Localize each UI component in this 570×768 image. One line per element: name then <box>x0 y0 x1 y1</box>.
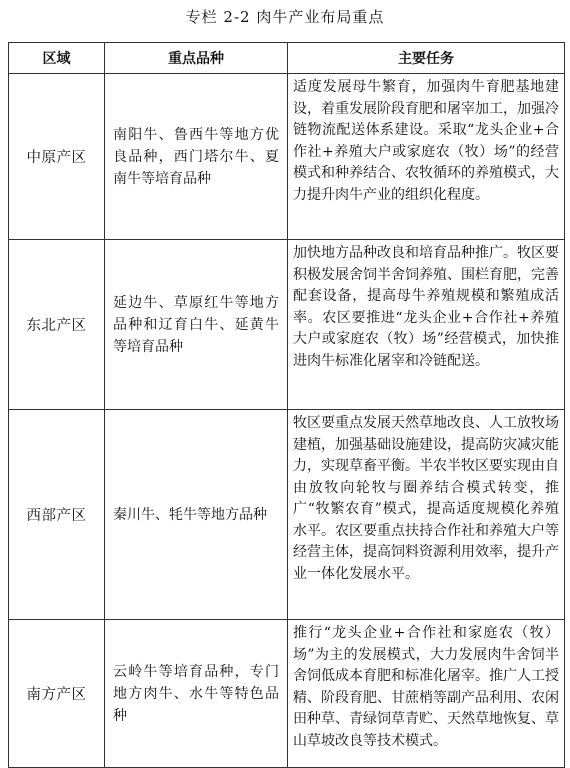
region-cell: 西部产区 <box>9 410 105 620</box>
tasks-cell: 加快地方品种改良和培育品种推广。牧区要积极发展舍饲半舍饲养殖、围栏育肥，完善配套设备，提高母牛养殖规模和繁殖成活率。农区要推进“龙头企业+合作社+养殖大户或家庭农（牧）场”经营模式，加快推进肉牛标准化屠宰和冷链配送。 <box>288 240 565 410</box>
header-breeds: 重点品种 <box>105 43 288 74</box>
breeds-cell: 南阳牛、鲁西牛等地方优良品种，西门塔尔牛、夏南牛等培育品种 <box>105 74 288 240</box>
region-cell: 中原产区 <box>9 74 105 240</box>
header-region: 区域 <box>9 43 105 74</box>
region-cell: 东北产区 <box>9 240 105 410</box>
table-title: 专栏 2-2 肉牛产业布局重点 <box>185 8 385 26</box>
header-row <box>9 43 565 74</box>
tasks-cell: 适度发展母牛繁育，加强肉牛育肥基地建设，着重发展阶段育肥和屠宰加工，加强冷链物流配送体系建设。采取“龙头企业+合作社+养殖大户或家庭农（牧）场”的经营模式和种养结合、农牧循环的养殖模式，大力提升肉牛产业的组织化程度。 <box>288 74 565 240</box>
tasks-cell: 推行“龙头企业+合作社和家庭农（牧）场”为主的发展模式，大力发展肉牛舍饲半舍饲低成本育肥和标准化屠宰。推广人工授精、阶段育肥、甘蔗梢等副产品利用、农闲田种草、青绿饲草青贮、天然草地恢复、草山草坡改良等技术模式。 <box>288 620 565 768</box>
breeds-cell: 秦川牛、牦牛等地方品种 <box>105 410 288 620</box>
table-row <box>9 620 565 768</box>
tasks-cell: 牧区要重点发展天然草地改良、人工放牧场建植，加强基础设施建设，提高防灾减灾能力，实现草畜平衡。半农半牧区要实现由自由放牧向轮牧与圈养结合模式转变，推广“牧繁农育”模式，提高适度规模化养殖水平。农区要重点扶持合作社和养殖大户等经营主体，提高饲料资源利用效率，提升产业一体化发展水平。 <box>288 410 565 620</box>
breeds-cell: 云岭牛等培育品种，专门地方肉牛、水牛等特色品种 <box>105 620 288 768</box>
table-row <box>9 74 565 240</box>
breeds-cell: 延边牛、草原红牛等地方品种和辽育白牛、延黄牛等培育品种 <box>105 240 288 410</box>
region-cell: 南方产区 <box>9 620 105 768</box>
header-tasks: 主要任务 <box>288 43 565 74</box>
table-row <box>9 410 565 620</box>
layout-table <box>8 42 565 768</box>
table-row <box>9 240 565 410</box>
